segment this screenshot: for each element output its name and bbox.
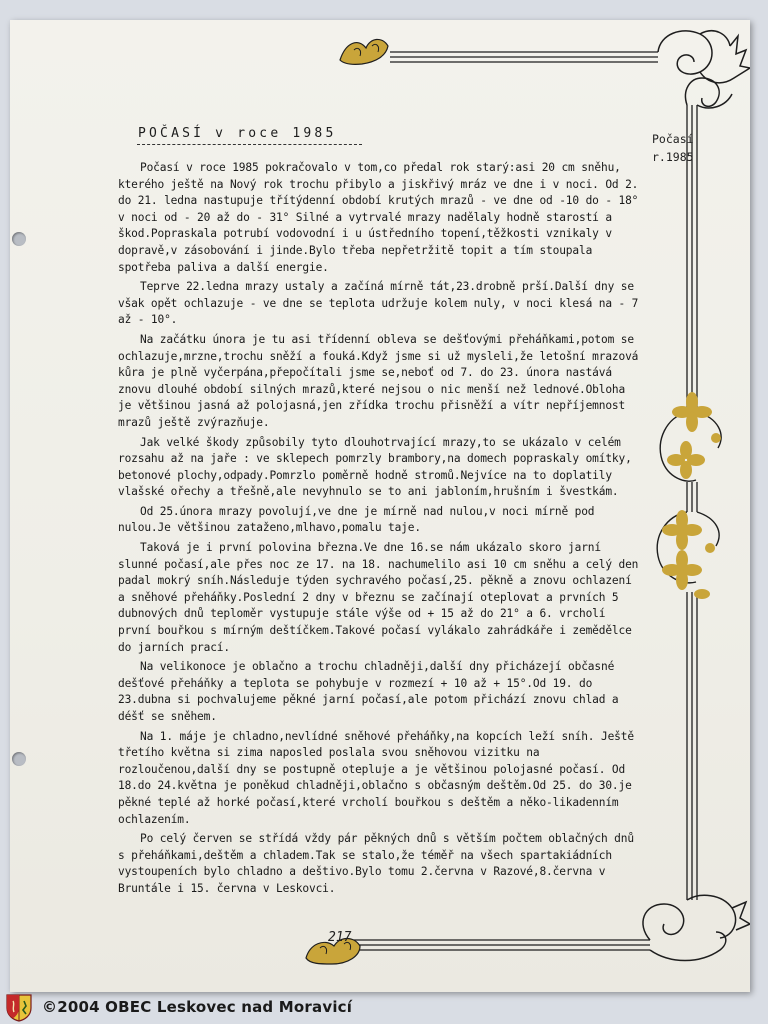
side-note-line: r.1985 bbox=[652, 150, 694, 164]
paragraph: Jak velké škody způsobily tyto dlouhotrvající mrazy,to se ukázalo v celém rozsahu až na jaře : ve sklepech pomrzly brambory,na domech popraskaly omítky, betonové plochy,odpady.Pomrzlo poměrně hodně stromů.Nejvíce na to doplatily vlašské ořechy a třešně,ale nevyhnulo se to ani jabloním,hrušním i švestkám. bbox=[118, 435, 632, 499]
document-title: POČASÍ v roce 1985 bbox=[138, 126, 337, 141]
flower-ornament-upper-icon bbox=[660, 392, 721, 481]
document-body bbox=[118, 160, 640, 901]
copyright-watermark bbox=[0, 990, 768, 1024]
paragraph: Po celý červen se střídá vždy pár pěkných dnů s větším počtem oblačných dnů s přeháňkami,deštěm a chladem.Tak se stalo,že téměř na všech spartakiádních vystoupeních bylo chladno a deštivo.Bylo tomu 2.června v Razové,8.června v Bruntále i 15. června v Leskovci. bbox=[118, 832, 634, 895]
side-note bbox=[652, 130, 712, 166]
paragraph: Od 25.února mrazy povolují,ve dne je mírně nad nulou,v noci mírně pod nulou.Je většinou zataženo,mlhavo,pomalu taje. bbox=[118, 504, 595, 535]
coat-of-arms-icon bbox=[4, 992, 34, 1022]
paragraph: Počasí v roce 1985 pokračovalo v tom,co předal rok starý:asi 20 cm sněhu, kterého ještě na Nový rok trochu přibylo a jiskřivý mráz ve dne i v noci. Od 2. do 21. ledna nastupuje třítýdenní období krutých mrazů - ve dne od -10 do - 18° v noci od - 20 až do - 31° Silné a vytrvalé mrazy nadělaly hodně starostí a škod.Popraskala potrubí vodovodní i u ústředního topení,těžkosti vznikaly v dopravě,v zásobování i jinde.Bylo třeba nepřetržitě topit a tím stoupala spotřeba paliva a další energie. bbox=[118, 161, 639, 274]
corner-flourish-bottom-right-icon bbox=[643, 895, 750, 960]
flower-ornament-lower-icon bbox=[657, 510, 719, 599]
copyright-text: ©2004 OBEC Leskovec nad Moravicí bbox=[42, 998, 353, 1016]
page-number: 217 bbox=[328, 930, 352, 945]
title-underline bbox=[137, 144, 362, 145]
paragraph: Na velikonoce je oblačno a trochu chladněji,další dny přicházejí občasné dešťové přeháňky a teplota se pohybuje v rozmezí + 10 až + 15°.Od 19. do 23.dubna si pochvalujeme pěkné jarní počasí,ale potom přichází znovu chlad a déšť se sněhem. bbox=[118, 660, 619, 723]
paragraph: Taková je i první polovina března.Ve dne 16.se nám ukázalo skoro jarní slunné počasí,ale přes noc ze 17. na 18. nachumelilo asi 10 cm sněhu a celý den padal mokrý sníh.Následuje týden sychravého počasí,25. pěkně a znovu ochlazení a sněhové přeháňky.Poslední 2 dny v březnu se začínají oteplovat a prvních 5 dubnových dnů teploměr vystupuje stále výše od + 15 až do 21° a 6. vrcholí první bouřkou s mírným deštíčkem.Takové počasí vylákalo zahrádkáře i zemědělce do jarních prací. bbox=[118, 541, 639, 654]
paragraph: Na 1. máje je chladno,nevlídné sněhové přeháňky,na kopcích leží sníh. Ještě třetího května si zima naposled poslala svou sněhovou vizitku na rozloučenou,další dny se postupně otepluje a je většinou polojasné počasí. Od 18.do 24.května je poněkud chladněji,oblačno s občasným deštěm.Od 25. do 30.je pěkné teplé až horké počasí,které vrcholí bouřkou s deštěm a něko-likadenním ochlazením. bbox=[118, 729, 634, 826]
paragraph: Na začátku února je tu asi třídenní obleva se dešťovými přeháňkami,potom se ochlazuje,mrzne,trochu sněží a fouká.Když jsme si už mysleli,že letošní mrazová kůra je plně vyčerpána,přepočítali jsme se,neboť od 7. do 23. února nastává znovu dlouhé období silných mrazů,které nejsou o nic menší než lednové.Obloha je většinou jasná až polojasná,jen zřídka trochu přisněží a vítr nepříjemnost mrazů ještě zvýrazňuje. bbox=[118, 332, 639, 429]
corner-flourish-top-right-icon bbox=[658, 31, 750, 108]
top-ornament-icon bbox=[340, 39, 388, 64]
side-note-line: Počasí bbox=[652, 132, 694, 146]
paragraph: Teprve 22.ledna mrazy ustaly a začíná mírně tát,23.drobně prší.Další dny se však opět ochlazuje - ve dne se teplota udržuje kolem nuly, v noci klesá na - 7 až - 10°. bbox=[118, 280, 639, 327]
